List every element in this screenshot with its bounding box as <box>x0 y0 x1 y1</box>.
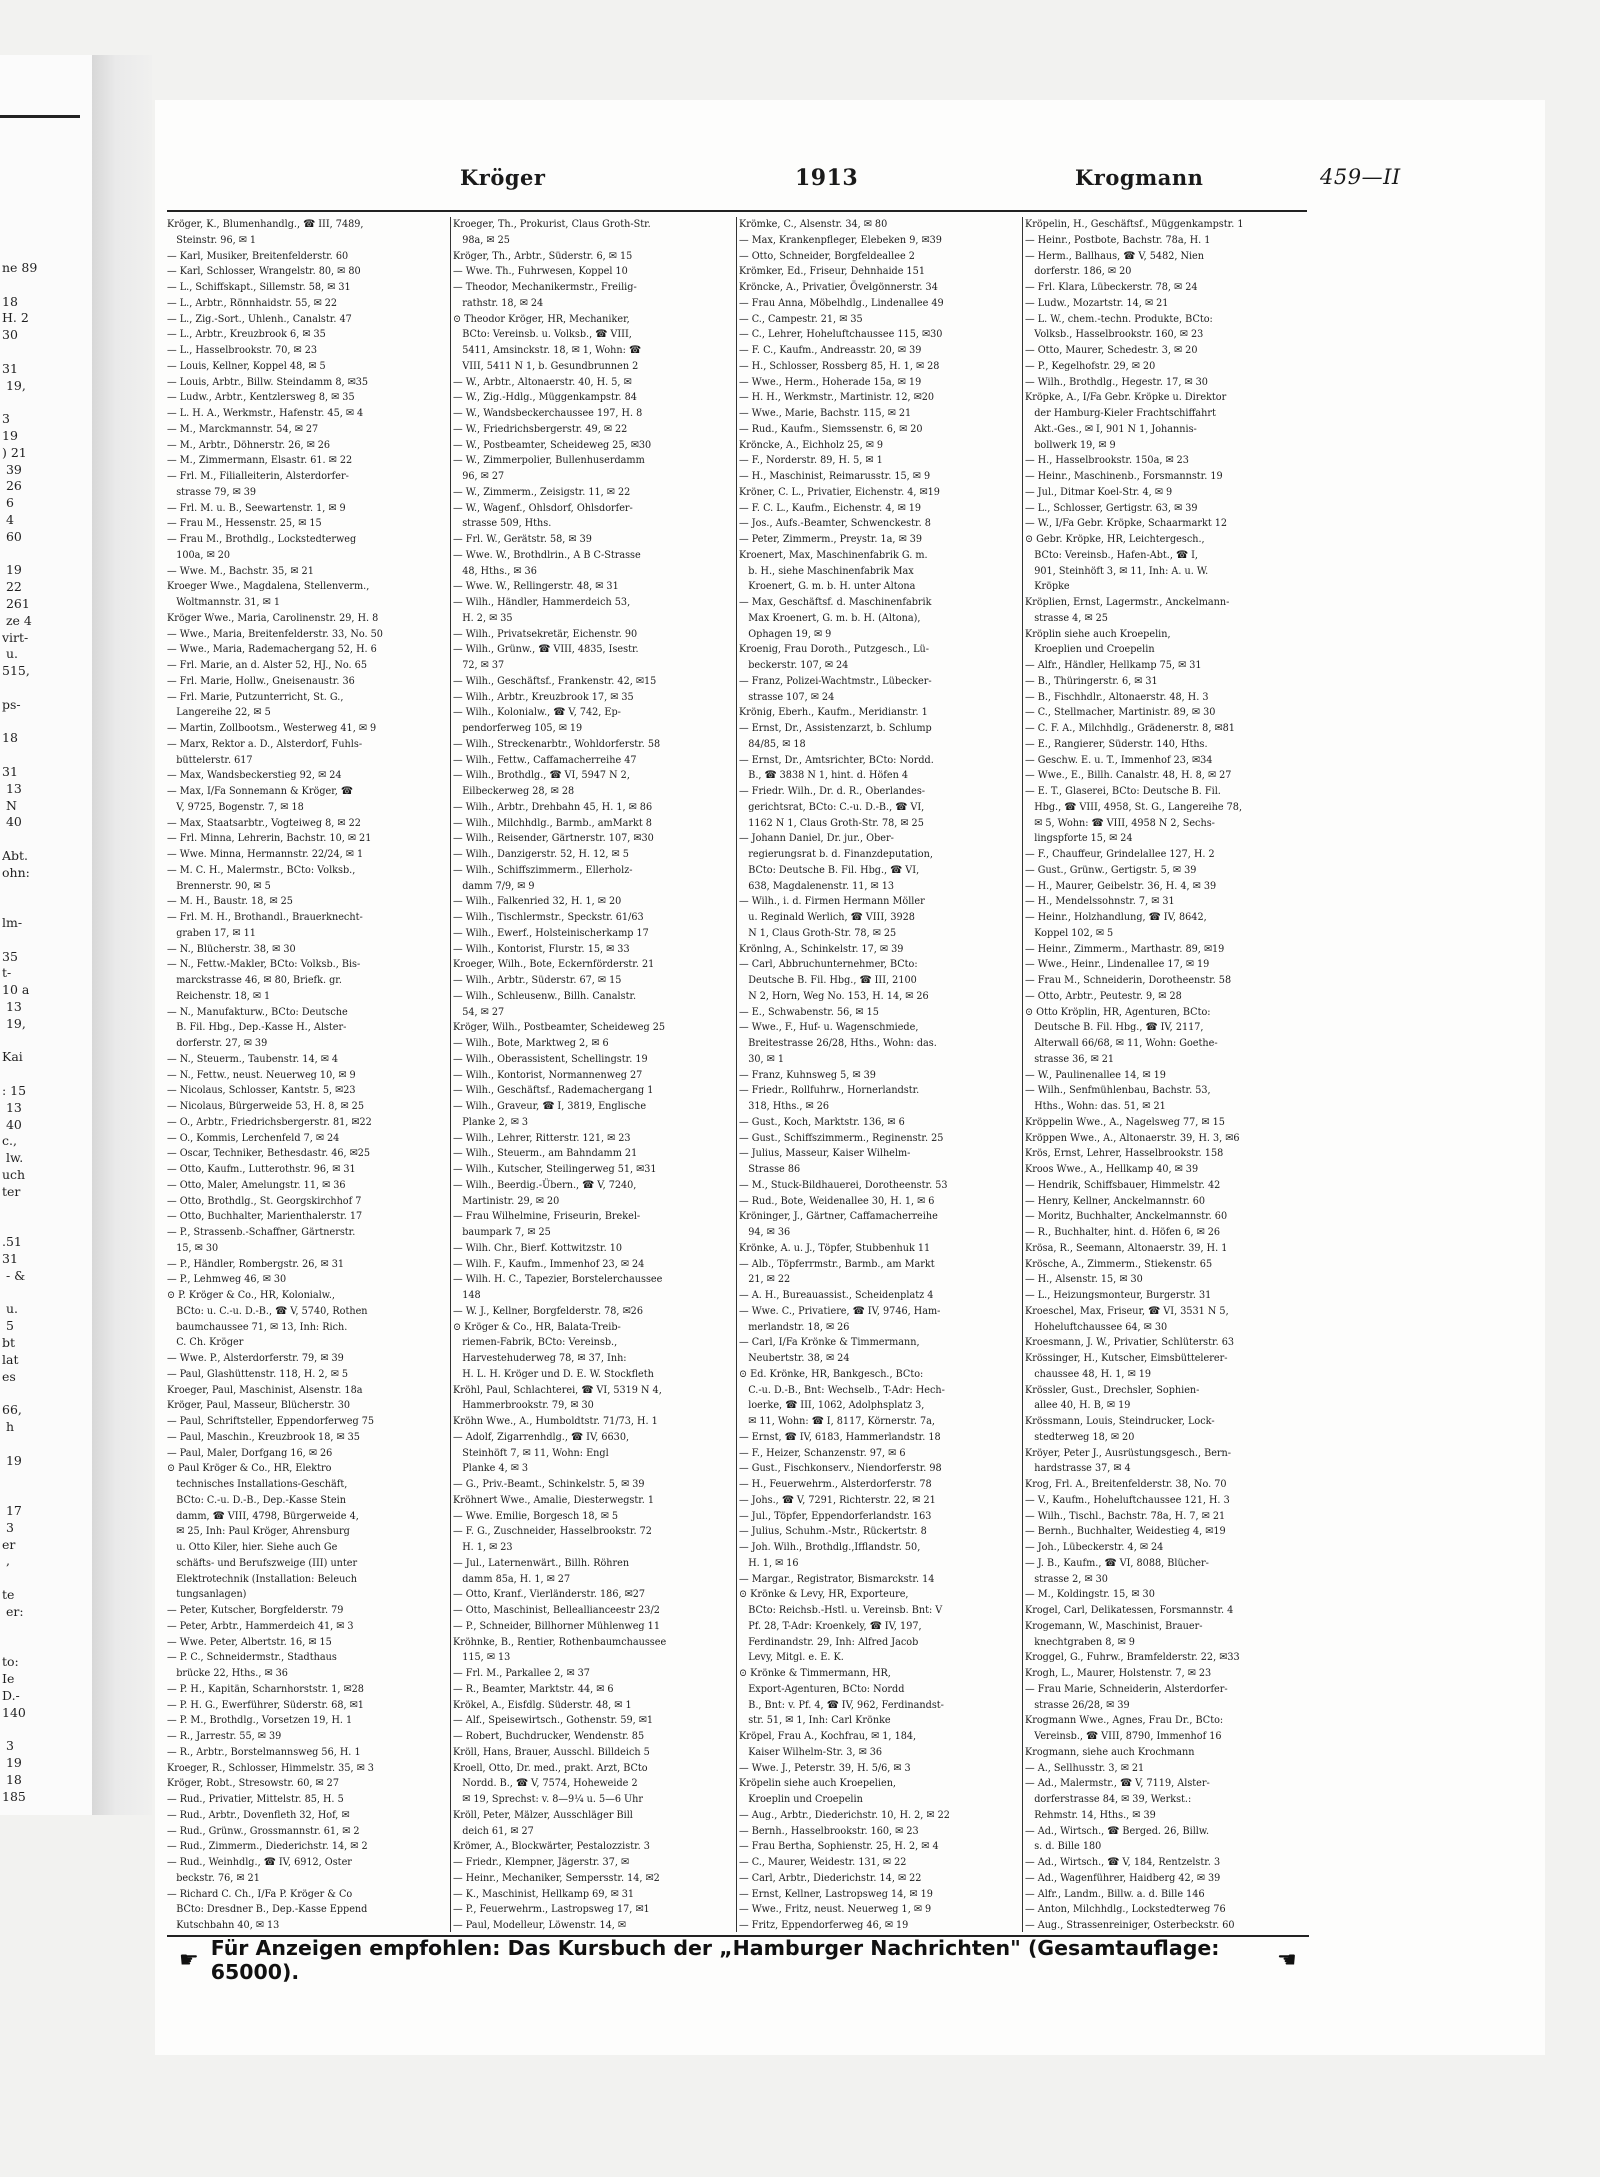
previous-page-text: ne 89 18 H. 2 30 31 19, 3 19 ) 21 39 26 6 4 60 19 22 261 ze 4 virt- u. 515, ps- 18 31 13 N 40 Abt. ohn: lm- 35 t- 10 a 13 19, Kai : 15 13 40 c., lw. uch ter .51 31 - & u. 5 bt lat es 66, h 19 17 3 er , te er: to: Ie D.- 140 3 19 18 185 <box>2 260 38 1804</box>
header-rule <box>167 210 1307 212</box>
page-header <box>155 165 1545 205</box>
column-divider <box>450 217 451 1932</box>
page-footer <box>167 1936 1309 1984</box>
header-first-entry: Kröger <box>460 165 546 190</box>
book-gutter <box>92 55 152 1815</box>
previous-page-header-rule <box>0 115 80 118</box>
column-divider <box>736 217 737 1932</box>
page-number: 459—II <box>1320 165 1401 189</box>
previous-page-strip <box>0 55 92 1815</box>
column-4 <box>1025 217 1307 1932</box>
column-3 <box>739 217 1021 1932</box>
header-last-entry: Krogmann <box>1075 165 1204 190</box>
footer-advertisement: Für Anzeigen empfohlen: Das Kursbuch der „Hamburger Nachrichten" (Gesamtauflage: 65000). <box>210 1936 1220 1984</box>
directory-columns <box>167 217 1309 1932</box>
column-2-entries: Kroeger, Th., Prokurist, Claus Groth-Str. 98a, ✉ 25 Kröger, Th., Arbtr., Süderstr. 6, ✉ 15 — Wwe. Th., Fuhrwesen, Koppel 10 — Theodor, Mechanikermstr., Freilig- rathstr. 18, ✉ 24 ⊙ Theodor Kröger, HR, Mechaniker, BCto: Vereinsb. u. Volksb., ☎ VIII, 5411, Amsinckstr. 18, ✉ 1, Wohn: ☎ VIII, 5411 N 1, b. Gesundbrunnen 2 — W., Arbtr., Altonaerstr. 40, H. 5, ✉ — W., Zig.-Hdlg., Müggenkampstr. 84 — W., Wandsbeckerchaussee 197, H. 8 — W., Friedrichsbergerstr. 49, ✉ 22 — W., Postbeamter, Scheideweg 25, ✉30 — W., Zimmerpolier, Bullenhuserdamm 96, ✉ 27 — W., Zimmerm., Zeisigstr. 11, ✉ 22 — W., Wagenf., Ohlsdorf, Ohlsdorfer- strasse 509, Hths. — Frl. W., Gerätstr. 58, ✉ 39 — Wwe. W., Brothdlrin., A B C-Strasse 48, Hths., ✉ 36 — Wwe. W., Rellingerstr. 48, ✉ 31 — Wilh., Händler, Hammerdeich 53, H. 2, ✉ 35 — Wilh., Privatsekretär, Eichenstr. 90 — Wilh., Grünw., ☎ VIII, 4835, Isestr. 72, ✉ 37 — Wilh., Geschäftsf., Frankenstr. 42, ✉15 — Wilh., Arbtr., Kreuzbrook 17, ✉ 35 — Wilh., Kolonialw., ☎ V, 742, Ep- pendorferweg 105, ✉ 19 — Wilh., Streckenarbtr., Wohldorferstr. 58 — Wilh., Fettw., Caffamacherreihe 47 — Wilh., Brothdlg., ☎ VI, 5947 N 2, Eilbeckerweg 28, ✉ 28 — Wilh., Arbtr., Drehbahn 45, H. 1, ✉ 86 — Wilh., Milchhdlg., Barmb., amMarkt 8 — Wilh., Reisender, Gärtnerstr. 107, ✉30 — Wilh., Danzigerstr. 52, H. 12, ✉ 5 — Wilh., Schiffszimmerm., Ellerholz- damm 7/9, ✉ 9 — Wilh., Falkenried 32, H. 1, ✉ 20 — Wilh., Tischlermstr., Speckstr. 61/63 — Wilh., Ewerf., Holsteinischerkamp 17 — Wilh., Kontorist, Flurstr. 15, ✉ 33 Kroeger, Wilh., Bote, Eckernförderstr. 21 — Wilh., Arbtr., Süderstr. 67, ✉ 15 — Wilh., Schleusenw., Billh. Canalstr. 54, ✉ 27 Kröger, Wilh., Postbeamter, Scheideweg 25 — Wilh., Bote, Marktweg 2, ✉ 6 — Wilh., Oberassistent, Schellingstr. 19 — Wilh., Kontorist, Normannenweg 27 — Wilh., Geschäftsf., Rademachergang 1 — Wilh., Graveur, ☎ I, 3819, Englische Planke 2, ✉ 3 — Wilh., Lehrer, Ritterstr. 121, ✉ 23 — Wilh., Steuerm., am Bahndamm 21 — Wilh., Kutscher, Steilingerweg 51, ✉31 — Wilh., Beerdig.-Übern., ☎ V, 7240, Martinistr. 29, ✉ 20 — Frau Wilhelmine, Friseurin, Brekel- baumpark 7, ✉ 25 — Wilh. Chr., Bierf. Kottwitzstr. 10 — Wilh. F., Kaufm., Immenhof 23, ✉ 24 — Wilh. H. C., Tapezier, Borstelerchaussee 148 — W. J., Kellner, Borgfelderstr. 78, ✉26 ⊙ Kröger & Co., HR, Balata-Treib- riemen-Fabrik, BCto: Vereinsb., Harvestehuderweg 78, ✉ 37, Inh: H. L. H. Kröger und D. E. W. Stockfleth Kröhl, Paul, Schlachterei, ☎ VI, 5319 N 4, Hammerbrookstr. 79, ✉ 30 Kröhn Wwe., A., Humboldtstr. 71/73, H. 1 — Adolf, Zigarrenhdlg., ☎ IV, 6630, Steinhöft 7, ✉ 11, Wohn: Engl Planke 4, ✉ 3 — G., Priv.-Beamt., Schinkelstr. 5, ✉ 39 Kröhnert Wwe., Amalie, Diesterwegstr. 1 — Wwe. Emilie, Borgesch 18, ✉ 5 — F. G., Zuschneider, Hasselbrookstr. 72 H. 1, ✉ 23 — Jul., Laternenwärt., Billh. Röhren damm 85a, H. 1, ✉ 27 — Otto, Kranf., Vierländerstr. 186, ✉27 — Otto, Maschinist, Belleallianceestr 23/2 — P., Schneider, Billhorner Mühlenweg 11 Kröhnke, B., Rentier, Rothenbaumchaussee 115, ✉ 13 — Frl. M., Parkallee 2, ✉ 37 — R., Beamter, Marktstr. 44, ✉ 6 Krökel, A., Eisfdlg. Süderstr. 48, ✉ 1 — Alf., Speisewirtsch., Gothenstr. 59, ✉1 — Robert, Buchdrucker, Wendenstr. 85 Kröll, Hans, Brauer, Ausschl. Billdeich 5 Kroell, Otto, Dr. med., prakt. Arzt, BCto Nordd. B., ☎ V, 7574, Hoheweide 2 ✉ 19, Sprechst: v. 8—9¼ u. 5—6 Uhr Kröll, Peter, Mälzer, Ausschläger Bill deich 61, ✉ 27 Krömer, A., Blockwärter, Pestalozzistr. 3 — Friedr., Klempner, Jägerstr. 37, ✉ — Heinr., Mechaniker, Sempersstr. 14, ✉2 — K., Maschinist, Hellkamp 69, ✉ 31 — P., Feuerwehrm., Lastropsweg 17, ✉1 — Paul, Modelleur, Löwenstr. 14, ✉ <box>453 218 667 1931</box>
column-1 <box>167 217 449 1932</box>
pointing-hand-icon: ☛ <box>179 1947 199 1973</box>
column-1-entries: Kröger, K., Blumenhandlg., ☎ III, 7489, Steinstr. 96, ✉ 1 — Karl, Musiker, Breitenfelderstr. 60 — Karl, Schlosser, Wrangelstr. 80, ✉ 80 — L., Schiffskapt., Sillemstr. 58, ✉ 31 — L., Arbtr., Rönnhaidstr. 55, ✉ 22 — L., Zig.-Sort., Uhlenh., Canalstr. 47 — L., Arbtr., Kreuzbrook 6, ✉ 35 — L., Hasselbrookstr. 70, ✉ 23 — Louis, Kellner, Koppel 48, ✉ 5 — Louis, Arbtr., Billw. Steindamm 8, ✉35 — Ludw., Arbtr., Kentzlersweg 8, ✉ 35 — L. H. A., Werkmstr., Hafenstr. 45, ✉ 4 — M., Marckmannstr. 54, ✉ 27 — M., Arbtr., Döhnerstr. 26, ✉ 26 — M., Zimmermann, Elsastr. 61. ✉ 22 — Frl. M., Filialleiterin, Alsterdorfer- strasse 79, ✉ 39 — Frl. M. u. B., Seewartenstr. 1, ✉ 9 — Frau M., Hessenstr. 25, ✉ 15 — Frau M., Brothdlg., Lockstedterweg 100a, ✉ 20 — Wwe. M., Bachstr. 35, ✉ 21 Kroeger Wwe., Magdalena, Stellenverm., Woltmannstr. 31, ✉ 1 Kröger Wwe., Maria, Carolinenstr. 29, H. 8 — Wwe., Maria, Breitenfelderstr. 33, No. 50 — Wwe., Maria, Rademachergang 52, H. 6 — Frl. Marie, an d. Alster 52, HJ., No. 65 — Frl. Marie, Hollw., Gneisenaustr. 36 — Frl. Marie, Putzunterricht, St. G., Langereihe 22, ✉ 5 — Martin, Zollbootsm., Westerweg 41, ✉ 9 — Marx, Rektor a. D., Alsterdorf, Fuhls- büttelerstr. 617 — Max, Wandsbeckerstieg 92, ✉ 24 — Max, I/Fa Sonnemann & Kröger, ☎ V, 9725, Bogenstr. 7, ✉ 18 — Max, Staatsarbtr., Vogteiweg 8, ✉ 22 — Frl. Minna, Lehrerin, Bachstr. 10, ✉ 21 — Wwe. Minna, Hermannstr. 22/24, ✉ 1 — M. C. H., Malermstr., BCto: Volksb., Brennerstr. 90, ✉ 5 — M. H., Baustr. 18, ✉ 25 — Frl. M. H., Brothandl., Brauerknecht- graben 17, ✉ 11 — N., Blücherstr. 38, ✉ 30 — N., Fettw.-Makler, BCto: Volksb., Bis- marckstrasse 46, ✉ 80, Briefk. gr. Reichenstr. 18, ✉ 1 — N., Manufakturw., BCto: Deutsche B. Fil. Hbg., Dep.-Kasse H., Alster- dorferstr. 27, ✉ 39 — N., Steuerm., Taubenstr. 14, ✉ 4 — N., Fettw., neust. Neuerweg 10, ✉ 9 — Nicolaus, Schlosser, Kantstr. 5, ✉23 — Nicolaus, Bürgerweide 53, H. 8, ✉ 25 — O., Arbtr., Friedrichsbergerstr. 81, ✉22 — O., Kommis, Lerchenfeld 7, ✉ 24 — Oscar, Techniker, Bethesdastr. 46, ✉25 — Otto, Kaufm., Lutterothstr. 96, ✉ 31 — Otto, Maler, Amelungstr. 11, ✉ 36 — Otto, Brothdlg., St. Georgskirchhof 7 — Otto, Buchhalter, Marienthalerstr. 17 — P., Strassenb.-Schaffner, Gärtnerstr. 15, ✉ 30 — P., Händler, Rombergstr. 26, ✉ 31 — P., Lehmweg 46, ✉ 30 ⊙ P. Kröger & Co., HR, Kolonialw., BCto: u. C.-u. D.-B., ☎ V, 5740, Rothen baumchaussee 71, ✉ 13, Inh: Rich. C. Ch. Kröger — Wwe. P., Alsterdorferstr. 79, ✉ 39 — Paul, Glashüttenstr. 118, H. 2, ✉ 5 Kroeger, Paul, Maschinist, Alsenstr. 18a Kröger, Paul, Masseur, Blücherstr. 30 — Paul, Schriftsteller, Eppendorferweg 75 — Paul, Maschin., Kreuzbrook 18, ✉ 35 — Paul, Maler, Dorfgang 16, ✉ 26 ⊙ Paul Kröger & Co., HR, Elektro technisches Installations-Geschäft, BCto: C.-u. D.-B., Dep.-Kasse Stein damm, ☎ VIII, 4798, Bürgerweide 4, ✉ 25, Inh: Paul Kröger, Ahrensburg u. Otto Kiler, hier. Siehe auch Ge schäfts- und Berufszweige (III) unter Elektrotechnik (Installation: Beleuch tungsanlagen) — Peter, Kutscher, Borgfelderstr. 79 — Peter, Arbtr., Hammerdeich 41, ✉ 3 — Wwe. Peter, Albertstr. 16, ✉ 15 — P. C., Schneidermstr., Stadthaus brücke 22, Hths., ✉ 36 — P. H., Kapitän, Scharnhorststr. 1, ✉28 — P. H. G., Ewerführer, Süderstr. 68, ✉1 — P. M., Brothdlg., Vorsetzen 19, H. 1 — R., Jarrestr. 55, ✉ 39 — R., Arbtr., Borstelmannsweg 56, H. 1 Kroeger, R., Schlosser, Himmelstr. 35, ✉ 3 Kröger, Robt., Stresowstr. 60, ✉ 27 — Rud., Privatier, Mittelstr. 85, H. 5 — Rud., Arbtr., Dovenfleth 32, Hof, ✉ — Rud., Grünw., Grossmannstr. 61, ✉ 2 — Rud., Zimmerm., Diederichstr. 14, ✉ 2 — Rud., Weinhdlg., ☎ IV, 6912, Oster beckstr. 76, ✉ 21 — Richard C. Ch., I/Fa P. Kröger & Co BCto: Dresdner B., Dep.-Kasse Eppend Kutschbahn 40, ✉ 13 <box>167 218 383 1931</box>
column-3-entries: Krömke, C., Alsenstr. 34, ✉ 80 — Max, Krankenpfleger, Elebeken 9, ✉39 — Otto, Schneider, Borgfeldeallee 2 Krömker, Ed., Friseur, Dehnhaide 151 Kröncke, A., Privatier, Övelgönnerstr. 34 — Frau Anna, Möbelhdlg., Lindenallee 49 — C., Campestr. 21, ✉ 35 — C., Lehrer, Hoheluftchaussee 115, ✉30 — F. C., Kaufm., Andreasstr. 20, ✉ 39 — H., Schlosser, Rossberg 85, H. 1, ✉ 28 — Wwe., Herm., Hoherade 15a, ✉ 19 — H. H., Werkmstr., Martinistr. 12, ✉20 — Wwe., Marie, Bachstr. 115, ✉ 21 — Rud., Kaufm., Siemssenstr. 6, ✉ 20 Kröncke, A., Eichholz 25, ✉ 9 — F., Norderstr. 89, H. 5, ✉ 1 — H., Maschinist, Reimarusstr. 15, ✉ 9 Kröner, C. L., Privatier, Eichenstr. 4, ✉19 — F. C. L., Kaufm., Eichenstr. 4, ✉ 19 — Jos., Aufs.-Beamter, Schwenckestr. 8 — Peter, Zimmerm., Preystr. 1a, ✉ 39 Kroenert, Max, Maschinenfabrik G. m. b. H., siehe Maschinenfabrik Max Kroenert, G. m. b. H. unter Altona — Max, Geschäftsf. d. Maschinenfabrik Max Kroenert, G. m. b. H. (Altona), Ophagen 19, ✉ 9 Kroenig, Frau Doroth., Putzgesch., Lü- beckerstr. 107, ✉ 24 — Franz, Polizei-Wachtmstr., Lübecker- strasse 107, ✉ 24 Krönig, Eberh., Kaufm., Meridianstr. 1 — Ernst, Dr., Assistenzarzt, b. Schlump 84/85, ✉ 18 — Ernst, Dr., Amtsrichter, BCto: Nordd. B., ☎ 3838 N 1, hint. d. Höfen 4 — Friedr. Wilh., Dr. d. R., Oberlandes- gerichtsrat, BCto: C.-u. D.-B., ☎ VI, 1162 N 1, Claus Groth-Str. 78, ✉ 25 — Johann Daniel, Dr. jur., Ober- regierungsrat b. d. Finanzdeputation, BCto: Deutsche B. Fil. Hbg., ☎ VI, 638, Magdalenenstr. 11, ✉ 13 — Wilh., i. d. Firmen Hermann Möller u. Reginald Werlich, ☎ VIII, 3928 N 1, Claus Groth-Str. 78, ✉ 25 Krönlng, A., Schinkelstr. 17, ✉ 39 — Carl, Abbruchunternehmer, BCto: Deutsche B. Fil. Hbg., ☎ III, 2100 N 2, Horn, Weg No. 153, H. 14, ✉ 26 — E., Schwabenstr. 56, ✉ 15 — Wwe., F., Huf- u. Wagenschmiede, Breitestrasse 26/28, Hths., Wohn: das. 30, ✉ 1 — Franz, Kuhnsweg 5, ✉ 39 — Friedr., Rollfuhrw., Hornerlandstr. 318, Hths., ✉ 26 — Gust., Koch, Marktstr. 136, ✉ 6 — Gust., Schiffszimmerm., Reginenstr. 25 — Julius, Masseur, Kaiser Wilhelm- Strasse 86 — M., Stuck-Bildhauerei, Dorotheenstr. 53 — Rud., Bote, Weidenallee 30, H. 1, ✉ 6 Kröninger, J., Gärtner, Caffamacherreihe 94, ✉ 36 Krönke, A. u. J., Töpfer, Stubbenhuk 11 — Alb., Töpferrmstr., Barmb., am Markt 21, ✉ 22 — A. H., Bureauassist., Scheidenplatz 4 — Wwe. C., Privatiere, ☎ IV, 9746, Ham- merlandstr. 18, ✉ 26 — Carl, I/Fa Krönke & Timmermann, Neubertstr. 38, ✉ 24 ⊙ Ed. Krönke, HR, Bankgesch., BCto: C.-u. D.-B., Bnt: Wechselb., T-Adr: Hech- loerke, ☎ III, 1062, Adolphsplatz 3, ✉ 11, Wohn: ☎ I, 8117, Körnerstr. 7a, — Ernst, ☎ IV, 6183, Hammerlandstr. 18 — F., Heizer, Schanzenstr. 97, ✉ 6 — Gust., Fischkonserv., Niendorferstr. 98 — H., Feuerwehrm., Alsterdorferstr. 78 — Johs., ☎ V, 7291, Richterstr. 22, ✉ 21 — Jul., Töpfer, Eppendorferlandstr. 163 — Julius, Schuhm.-Mstr., Rückertstr. 8 — Joh. Wilh., Brothdlg.,Ifflandstr. 50, H. 1, ✉ 16 — Margar., Registrator, Bismarckstr. 14 ⊙ Krönke & Levy, HR, Exporteure, BCto: Reichsb.-Hstl. u. Vereinsb. Bnt: V Pf. 28, T-Adr: Kroenkely, ☎ IV, 197, Ferdinandstr. 29, Inh: Alfred Jacob Levy, Mitgl. e. E. K. ⊙ Krönke & Timmermann, HR, Export-Agenturen, BCto: Nordd B., Bnt: v. Pf. 4, ☎ IV, 962, Ferdinandst- str. 51, ✉ 1, Inh: Carl Krönke Kröpel, Frau A., Kochfrau, ✉ 1, 184, Kaiser Wilhelm-Str. 3, ✉ 36 — Wwe. J., Peterstr. 39, H. 5/6, ✉ 3 Kröpelin siehe auch Kroepelien, Kroeplin und Croepelin — Aug., Arbtr., Diederichstr. 10, H. 2, ✉ 22 — Bernh., Hasselbrookstr. 160, ✉ 23 — Frau Bertha, Sophienstr. 25, H. 2, ✉ 4 — C., Maurer, Weidestr. 131, ✉ 22 — Carl, Arbtr., Diederichstr. 14, ✉ 22 — Ernst, Kellner, Lastropsweg 14, ✉ 19 — Wwe., Fritz, neust. Neuerweg 1, ✉ 9 — Fritz, Eppendorferweg 46, ✉ 19 <box>739 218 950 1931</box>
pointing-hand-icon: ☛ <box>1277 1947 1297 1973</box>
header-year: 1913 <box>795 165 859 191</box>
column-2 <box>453 217 735 1932</box>
column-divider <box>1022 217 1023 1932</box>
column-4-entries: Kröpelin, H., Geschäftsf., Müggenkampstr. 1 — Heinr., Postbote, Bachstr. 78a, H. 1 — Herm., Ballhaus, ☎ V, 5482, Nien dorferstr. 186, ✉ 20 — Frl. Klara, Lübeckerstr. 78, ✉ 24 — Ludw., Mozartstr. 14, ✉ 21 — L. W., chem.-techn. Produkte, BCto: Volksb., Hasselbrookstr. 160, ✉ 23 — Otto, Maurer, Schedestr. 3, ✉ 20 — P., Kegelhofstr. 29, ✉ 20 — Wilh., Brothdlg., Hegestr. 17, ✉ 30 Kröpke, A., I/Fa Gebr. Kröpke u. Direktor der Hamburg-Kieler Frachtschiffahrt Akt.-Ges., ✉ I, 901 N 1, Johannis- bollwerk 19, ✉ 9 — H., Hasselbrookstr. 150a, ✉ 23 — Heinr., Maschinenb., Forsmannstr. 19 — Jul., Ditmar Koel-Str. 4, ✉ 9 — L., Schlosser, Gertigstr. 63, ✉ 39 — W., I/Fa Gebr. Kröpke, Schaarmarkt 12 ⊙ Gebr. Kröpke, HR, Leichtergesch., BCto: Vereinsb., Hafen-Abt., ☎ I, 901, Steinhöft 3, ✉ 11, Inh: A. u. W. Kröpke Kröplien, Ernst, Lagermstr., Anckelmann- strasse 4, ✉ 25 Kröplin siehe auch Kroepelin, Kroeplien und Croepelin — Alfr., Händler, Hellkamp 75, ✉ 31 — B., Thüringerstr. 6, ✉ 31 — B., Fischhdlr., Altonaerstr. 48, H. 3 — C., Stellmacher, Martinistr. 89, ✉ 30 — C. F. A., Milchhdlg., Grädenerstr. 8, ✉81 — E., Rangierer, Süderstr. 140, Hths. — Geschw. E. u. T., Immenhof 23, ✉34 — Wwe., E., Billh. Canalstr. 48, H. 8, ✉ 27 — E. T., Glaserei, BCto: Deutsche B. Fil. Hbg., ☎ VIII, 4958, St. G., Langereihe 78, ✉ 5, Wohn: ☎ VIII, 4958 N 2, Sechs- lingspforte 15, ✉ 24 — F., Chauffeur, Grindelallee 127, H. 2 — Gust., Grünw., Gertigstr. 5, ✉ 39 — H., Maurer, Geibelstr. 36, H. 4, ✉ 39 — H., Mendelssohnstr. 7, ✉ 31 — Heinr., Holzhandlung, ☎ IV, 8642, Koppel 102, ✉ 5 — Heinr., Zimmerm., Marthastr. 89, ✉19 — Wwe., Heinr., Lindenallee 17, ✉ 19 — Frau M., Schneiderin, Dorotheenstr. 58 — Otto, Arbtr., Peutestr. 9, ✉ 28 ⊙ Otto Kröplin, HR, Agenturen, BCto: Deutsche B. Fil. Hbg., ☎ IV, 2117, Alterwall 66/68, ✉ 11, Wohn: Goethe- strasse 36, ✉ 21 — W., Paulinenallee 14, ✉ 19 — Wilh., Senfmühlenbau, Bachstr. 53, Hths., Wohn: das. 51, ✉ 21 Kröppelin Wwe., A., Nagelsweg 77, ✉ 15 Kröppen Wwe., A., Altonaerstr. 39, H. 3, ✉6 Krös, Ernst, Lehrer, Hasselbrookstr. 158 Kroos Wwe., A., Hellkamp 40, ✉ 39 — Hendrik, Schiffsbauer, Himmelstr. 42 — Henry, Kellner, Anckelmannstr. 60 — Moritz, Buchhalter, Anckelmannstr. 60 — R., Buchhalter, hint. d. Höfen 6, ✉ 26 Krösa, R., Seemann, Altonaerstr. 39, H. 1 Krösche, A., Zimmerm., Stiekenstr. 65 — H., Alsenstr. 15, ✉ 30 — L., Heizungsmonteur, Burgerstr. 31 Kroeschel, Max, Friseur, ☎ VI, 3531 N 5, Hoheluftchaussee 64, ✉ 30 Kroesmann, J. W., Privatier, Schlüterstr. 63 Krössinger, H., Kutscher, Eimsbüttelerer- chaussee 48, H. 1, ✉ 19 Krössler, Gust., Drechsler, Sophien- allee 40, H. B, ✉ 19 Krössmann, Louis, Steindrucker, Lock- stedterweg 18, ✉ 20 Kröyer, Peter J., Ausrüstungsgesch., Bern- hardstrasse 37, ✉ 4 Krog, Frl. A., Breitenfelderstr. 38, No. 70 — V., Kaufm., Hoheluftchaussee 121, H. 3 — Wilh., Tischl., Bachstr. 78a, H. 7, ✉ 21 — Bernh., Buchhalter, Weidestieg 4, ✉19 — Joh., Lübeckerstr. 4, ✉ 24 — J. B., Kaufm., ☎ VI, 8088, Blücher- strasse 2, ✉ 30 — M., Koldingstr. 15, ✉ 30 Krogel, Carl, Delikatessen, Forsmannstr. 4 Krogemann, W., Maschinist, Brauer- knechtgraben 8, ✉ 9 Kroggel, G., Fuhrw., Bramfelderstr. 22, ✉33 Krogh, L., Maurer, Holstenstr. 7, ✉ 23 — Frau Marie, Schneiderin, Alsterdorfer- strasse 26/28, ✉ 39 Krogmann Wwe., Agnes, Frau Dr., BCto: Vereinsb., ☎ VIII, 8790, Immenhof 16 Krogmann, siehe auch Krochmann — A., Sellhusstr. 3, ✉ 21 — Ad., Malermstr., ☎ V, 7119, Alster- dorferstrasse 84, ✉ 39, Werkst.: Rehmstr. 14, Hths., ✉ 39 — Ad., Wirtsch., ☎ Berged. 26, Billw. s. d. Bille 180 — Ad., Wirtsch., ☎ V, 184, Rentzelstr. 3 — Ad., Wagenführer, Haidberg 42, ✉ 39 — Alfr., Landm., Billw. a. d. Bille 146 — Anton, Milchhdlg., Lockstedterweg 76 — Aug., Strassenreiniger, Osterbeckstr. 60 <box>1025 218 1244 1931</box>
directory-page <box>155 100 1545 2055</box>
